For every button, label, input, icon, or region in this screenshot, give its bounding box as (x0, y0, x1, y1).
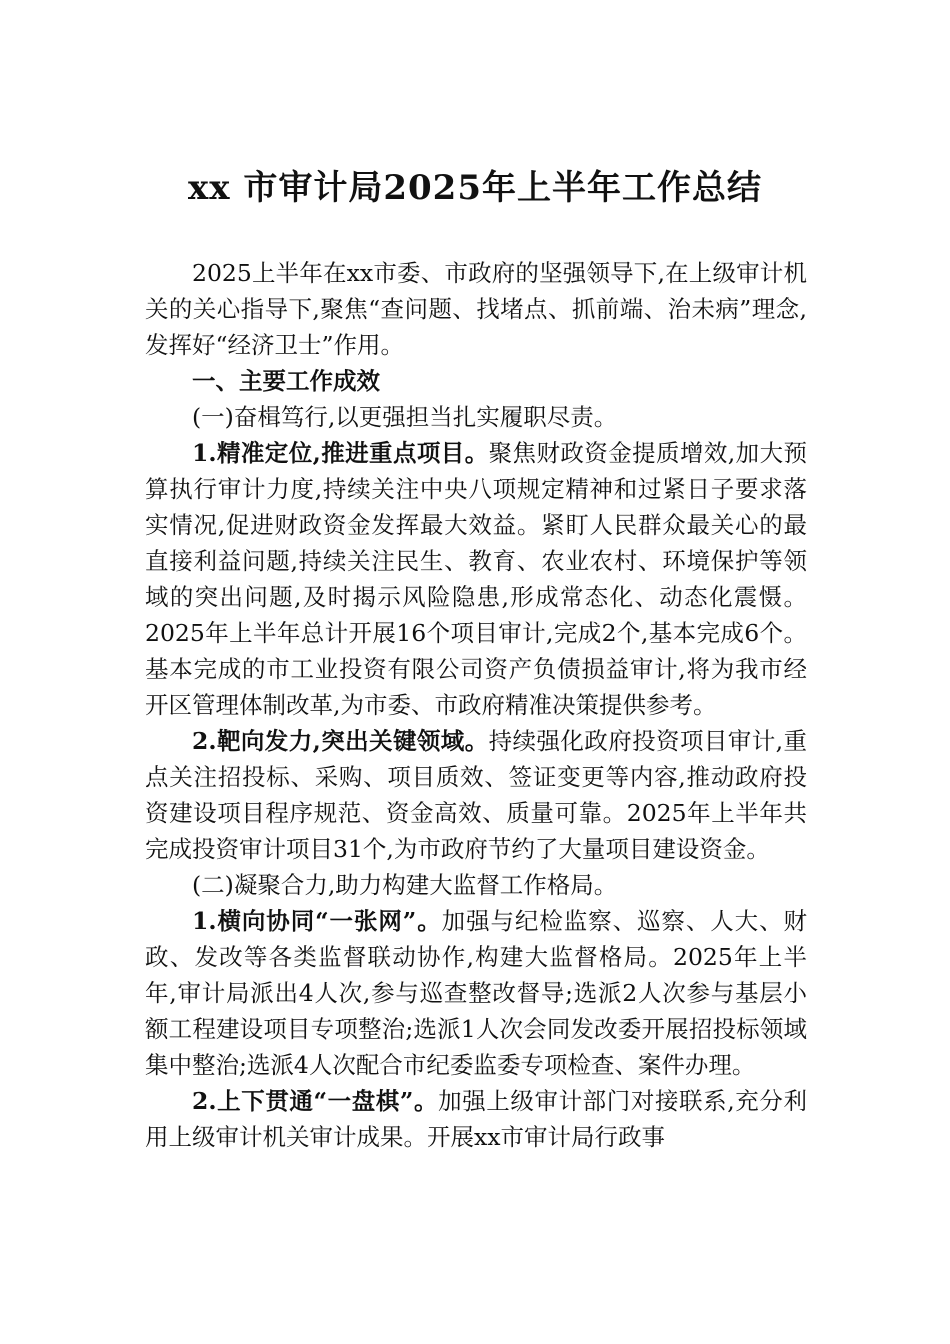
item-title: 2.靶向发力,突出关键领域。 (192, 727, 489, 755)
item-title: 1.横向协同“一张网”。 (192, 907, 442, 935)
item-paragraph (145, 1083, 807, 1155)
document-body (145, 255, 807, 1155)
document-title: xx 市审计局2025年上半年工作总结 (187, 168, 762, 208)
item-paragraph (145, 903, 807, 1083)
subsection-heading: (二)凝聚合力,助力构建大监督工作格局。 (192, 871, 618, 899)
item-text: 加强上级审计部门对接联系,充分利用上级审计机关审计成果。开展xx市审计局行政事 (145, 1087, 807, 1151)
item-text: 加强与纪检监察、巡察、人大、财政、发改等各类监督联动协作,构建大监督格局。2025年上半年,审计局派出4人次,参与巡查整改督导;选派2人次参与基层小额工程建设项目专项整治;选派1人次会同发改委开展招投标领域集中整治;选派4人次配合市纪委监委专项检查、案件办理。 (145, 907, 807, 1079)
intro-paragraph: 2025上半年在xx市委、市政府的坚强领导下,在上级审计机关的关心指导下,聚焦“查问题、找堵点、抓前端、治未病”理念,发挥好“经济卫士”作用。 (145, 259, 807, 359)
item-paragraph (145, 723, 807, 867)
item-text: 持续强化政府投资项目审计,重点关注招投标、采购、项目质效、签证变更等内容,推动政府投资建设项目程序规范、资金高效、质量可靠。2025年上半年共完成投资审计项目31个,为市政府节约了大量项目建设资金。 (145, 727, 807, 863)
item-title: 2.上下贯通“一盘棋”。 (192, 1087, 439, 1115)
item-paragraph (145, 435, 807, 723)
item-title: 1.精准定位,推进重点项目。 (192, 439, 489, 467)
section-heading: 一、主要工作成效 (192, 367, 380, 395)
subsection-heading: (一)奋楫笃行,以更强担当扎实履职尽责。 (192, 403, 618, 431)
item-text: 聚焦财政资金提质增效,加大预算执行审计力度,持续关注中央八项规定精神和过紧日子要求落实情况,促进财政资金发挥最大效益。紧盯人民群众最关心的最直接利益问题,持续关注民生、教育、农业农村、环境保护等领域的突出问题,及时揭示风险隐患,形成常态化、动态化震慑。2025年上半年总计开展16个项目审计,完成2个,基本完成6个。基本完成的市工业投资有限公司资产负债损益审计,将为我市经开区管理体制改革,为市委、市政府精准决策提供参考。 (145, 439, 807, 719)
